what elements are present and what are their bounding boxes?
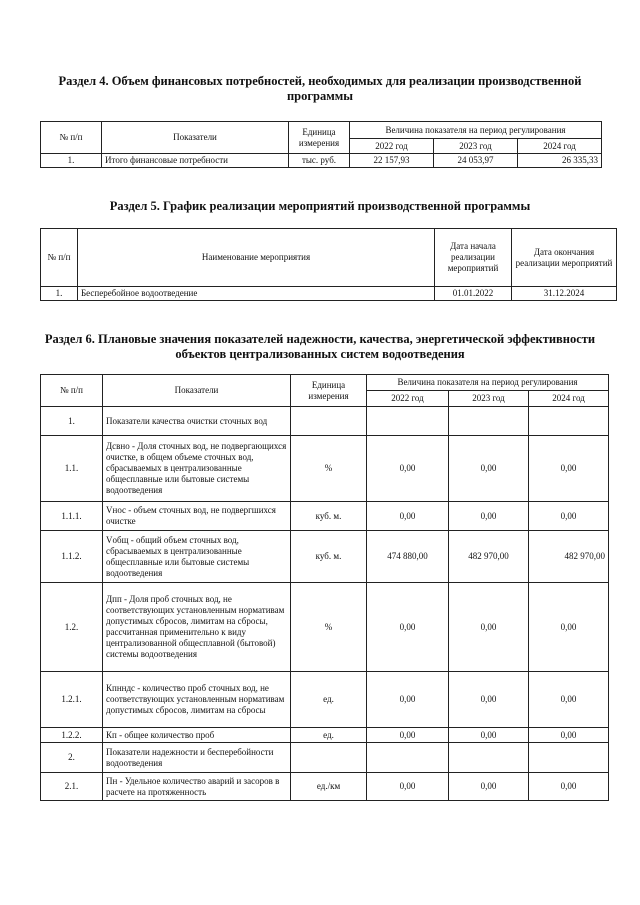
row-num: 1.2. (41, 583, 103, 672)
row-value-2023: 0,00 (449, 502, 529, 531)
table-row (41, 154, 602, 168)
row-value-2024: 0,00 (529, 436, 609, 502)
row-num: 1.1.1. (41, 502, 103, 531)
col-year-2024: 2024 год (529, 391, 609, 407)
row-name: Итого финансовые потребности (102, 154, 289, 168)
row-value-2023: 24 053,97 (434, 154, 518, 168)
row-unit (291, 743, 367, 773)
row-unit: куб. м. (291, 502, 367, 531)
section-4-title: Раздел 4. Объем финансовых потребностей, необходимых для реализации производственной программы (58, 74, 582, 103)
row-name: Кп - общее количество проб (103, 728, 291, 743)
row-value-2023: 0,00 (449, 583, 529, 672)
row-value-2022: 0,00 (367, 672, 449, 728)
row-unit: % (291, 583, 367, 672)
row-value-2024: 0,00 (529, 583, 609, 672)
row-unit (291, 407, 367, 436)
col-year-2022: 2022 год (367, 391, 449, 407)
col-indicator-header: Показатели (102, 122, 289, 154)
row-value-2024: 0,00 (529, 773, 609, 801)
row-unit: ед. (291, 672, 367, 728)
table-row (41, 773, 609, 801)
row-num: 1.1. (41, 436, 103, 502)
row-num: 1.1.2. (41, 531, 103, 583)
row-value-2022: 0,00 (367, 583, 449, 672)
row-unit: тыс. руб. (289, 154, 350, 168)
table-row (41, 407, 609, 436)
row-name: Vобщ - общий объем сточных вод, сбрасываемых в централизованные общесплавные или бытовые системы водоотведения (103, 531, 291, 583)
col-end-date-header: Дата окончания реализации мероприятий (512, 229, 617, 287)
row-value-2024: 482 970,00 (529, 531, 609, 583)
financial-needs-table (40, 121, 602, 168)
row-value-2022: 0,00 (367, 502, 449, 531)
col-year-2023: 2023 год (434, 139, 518, 154)
table-row (41, 287, 617, 301)
row-unit: куб. м. (291, 531, 367, 583)
row-value-2023: 482 970,00 (449, 531, 529, 583)
reliability-indicators-table (40, 374, 609, 801)
row-value-2023 (449, 407, 529, 436)
table-row (41, 728, 609, 743)
row-value-2022 (367, 743, 449, 773)
col-year-2022: 2022 год (350, 139, 434, 154)
row-num: 2.1. (41, 773, 103, 801)
col-num-header: № п/п (41, 229, 78, 287)
row-num: 1.2.2. (41, 728, 103, 743)
row-value-2022: 0,00 (367, 436, 449, 502)
row-value-2022: 0,00 (367, 728, 449, 743)
row-name: Показатели надежности и бесперебойности водоотведения (103, 743, 291, 773)
row-value-2023 (449, 743, 529, 773)
table-row (41, 743, 609, 773)
row-start-date: 01.01.2022 (435, 287, 512, 301)
row-value-2024 (529, 743, 609, 773)
col-unit-header: Единица измерения (291, 375, 367, 407)
row-end-date: 31.12.2024 (512, 287, 617, 301)
row-value-2023: 0,00 (449, 773, 529, 801)
row-unit: % (291, 436, 367, 502)
table-row (41, 436, 609, 502)
col-activity-header: Наименование мероприятия (78, 229, 435, 287)
row-num: 2. (41, 743, 103, 773)
row-unit: ед. (291, 728, 367, 743)
row-value-2023: 0,00 (449, 728, 529, 743)
col-unit-header: Единица измерения (289, 122, 350, 154)
row-name: Бесперебойное водоотведение (78, 287, 435, 301)
row-num: 1. (41, 407, 103, 436)
row-name: Кпнндс - количество проб сточных вод, не соответствующих установленным нормативам допустимых сбросов, лимитам на сбросы (103, 672, 291, 728)
row-value-2023: 0,00 (449, 436, 529, 502)
table-row (41, 502, 609, 531)
row-value-2024: 0,00 (529, 728, 609, 743)
row-name: Показатели качества очистки сточных вод (103, 407, 291, 436)
col-year-2023: 2023 год (449, 391, 529, 407)
row-value-2022: 22 157,93 (350, 154, 434, 168)
col-year-2024: 2024 год (518, 139, 602, 154)
row-value-2024: 0,00 (529, 502, 609, 531)
table-row (41, 583, 609, 672)
table-row (41, 531, 609, 583)
col-indicator-header: Показатели (103, 375, 291, 407)
row-value-2024 (529, 407, 609, 436)
col-num-header: № п/п (41, 122, 102, 154)
row-name: Дсвно - Доля сточных вод, не подвергающихся очистке, в общем объеме сточных вод, сбрасываемых в централизованные общесплавные или бытовые системы водоотведения (103, 436, 291, 502)
row-value-2022: 0,00 (367, 773, 449, 801)
row-value-2024: 0,00 (529, 672, 609, 728)
col-period-header: Величина показателя на период регулирования (367, 375, 609, 391)
row-num: 1.2.1. (41, 672, 103, 728)
col-start-date-header: Дата начала реализации мероприятий (435, 229, 512, 287)
col-num-header: № п/п (41, 375, 103, 407)
row-unit: ед./км (291, 773, 367, 801)
section-6-title: Раздел 6. Плановые значения показателей надежности, качества, энергетической эффективности объектов централизованных систем водоотведения (44, 332, 596, 361)
row-value-2022 (367, 407, 449, 436)
row-num: 1. (41, 154, 102, 168)
row-name: Vнос - объем сточных вод, не подвергшихся очистке (103, 502, 291, 531)
row-value-2022: 474 880,00 (367, 531, 449, 583)
schedule-table (40, 228, 617, 301)
section-5-title: Раздел 5. График реализации мероприятий производственной программы (109, 199, 531, 213)
row-num: 1. (41, 287, 78, 301)
row-value-2023: 0,00 (449, 672, 529, 728)
row-value-2024: 26 335,33 (518, 154, 602, 168)
col-period-header: Величина показателя на период регулирования (350, 122, 602, 139)
row-name: Дпп - Доля проб сточных вод, не соответствующих установленным нормативам допустимых сбросов, лимитам на сбросы, рассчитанная применительно к виду централизованной общесплавной (бытовой) системы водоотведения (103, 583, 291, 672)
table-row (41, 672, 609, 728)
row-name: Пн - Удельное количество аварий и засоров в расчете на протяженность (103, 773, 291, 801)
